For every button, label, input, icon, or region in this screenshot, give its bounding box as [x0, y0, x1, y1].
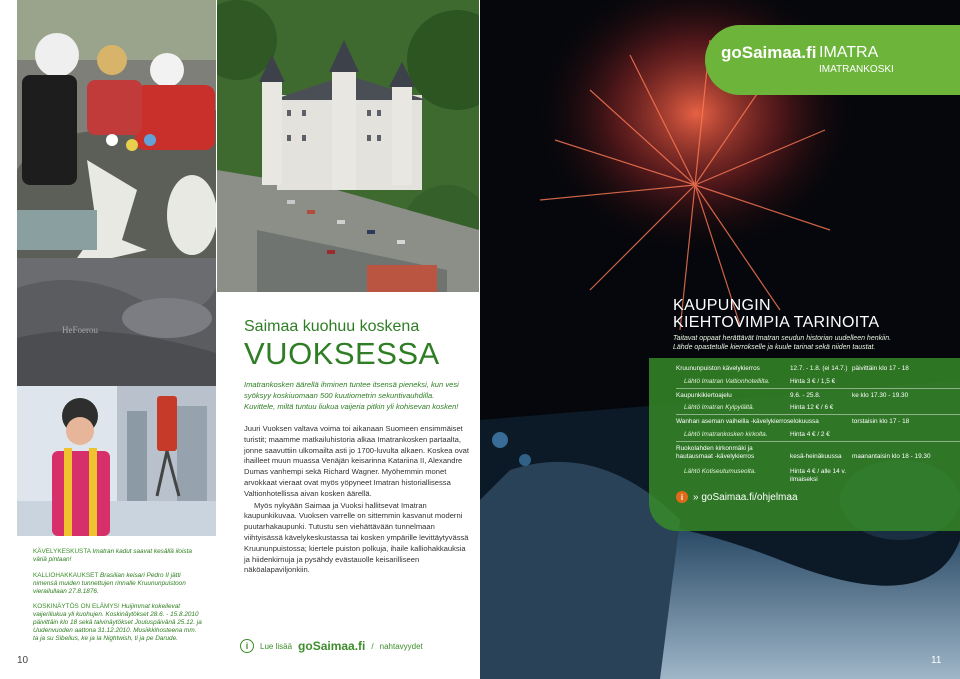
tours-title-line2: KIEHTOVIMPIA TARINOITA [673, 314, 880, 331]
divider [676, 388, 960, 389]
tour-price: Hinta 12 € / 6 € [790, 404, 834, 411]
caption-head: KÄVELYKESKUSTA [33, 548, 91, 555]
tours-title-line1: KAUPUNGIN [673, 297, 771, 314]
brand-city: IMATRA [819, 44, 879, 61]
tour-date: elokuussa [790, 418, 819, 425]
divider [676, 414, 960, 415]
caption-kalliohakkaukset [33, 572, 203, 596]
caption-kavelykeskusta [33, 548, 203, 564]
tour-name: Wanhan aseman vaiheilla -kävelykierros [676, 418, 791, 425]
gosaimaa-logo: goSaimaa.fi [721, 43, 817, 62]
tour-time: päivittäin klo 17 - 18 [852, 365, 909, 372]
photo-children-painting [17, 0, 216, 258]
tour-date: 12.7. - 1.8. (ei 14.7.) [790, 365, 848, 372]
caption-text: Imatran kadut saavat kesällä iloista väriä pintaan! [33, 548, 192, 563]
tour-start: Lähtö Imatran Kylpylältä. [684, 404, 755, 411]
tour-time: maanantaisin klo 18 - 19.30 [852, 453, 931, 460]
read-more-footer[interactable] [240, 639, 423, 653]
tour-name: Kaupunkikiertoajelu [676, 392, 732, 399]
footer-separator: / [371, 641, 374, 651]
tour-start: Lähtö Imatrankosken kirkolta. [684, 431, 768, 438]
page-number-right: 11 [931, 655, 942, 666]
brand-tab [705, 25, 960, 95]
caption-text: Huijimmat kokeilevat vaijeriliukua yli kuohujen. Koskinäytökset 28.6. - 15.8.2010 päivittäin klo 18 sekä talvinäytökset Jouluspäivänä 25.12. ja Uudenvuoden aattona 31.12.2010. Musiikkihosteena mm. ta ja su Sibelius, ke ja la Nightwish, ti ja pe Darude. [33, 603, 202, 642]
tour-time: ke klo 17.30 - 19.30 [852, 392, 909, 399]
article [244, 318, 469, 577]
article-body [244, 424, 469, 576]
tours-link-label: » goSaimaa.fi/ohjelmaa [693, 491, 798, 503]
photo-zipline-kids [17, 386, 216, 536]
tour-name: Ruokolahden kirkonmäki ja hautausmaat -kävelykierros [676, 445, 755, 460]
article-paragraph: Juuri Vuoksen valtava voima toi aikanaan Suomeen ensimmäiset turistit; maamme matkailuhistoria alkaa Imatrankosken partaalta, jonne saavuttiin ulkomailta asti jo 1700-luvulta alkaen. Koskea ovat ihailleet muun muassa Venäjän keisarinna Katariina II, Alexandre Dumas vanhempi sekä Richard Wagner. Myöhemmin monet arvokkaat vieraat ovat myös yöpyneet Imatran historiallisessa Valtionhotellissa aivan kosken äärellä. [244, 424, 469, 498]
read-more-label: Lue lisää [260, 641, 293, 651]
tours-heading [673, 297, 891, 352]
page-number-left: 10 [17, 655, 29, 666]
tours-intro-line2: Lähde opastetulle kierrokselle ja kuule tarinat sekä niiden taustat. [673, 344, 876, 351]
article-subtitle: Saimaa kuohuu koskena [244, 318, 420, 335]
tour-start: Lähtö Kotiseutumuseolta. [684, 468, 757, 475]
caption-koskinaytos [33, 603, 203, 643]
caption-head: KOSKINÄYTÖS ON ELÄMYS! [33, 603, 120, 610]
photo-rock-carvings [17, 258, 216, 386]
tours-intro-line1: Taitavat oppaat herättävät Imatran seudun historian uudelleen henkiin. [673, 335, 892, 342]
tour-start: Lähtö Imatran Valtionhotellilta. [684, 378, 770, 385]
divider [676, 441, 960, 442]
article-paragraph: Myös nykyään Saimaa ja Vuoksi hallitsevat Imatran kaupunkikuvaa. Vuoksen varrelle on sittemmin kasvanut moderni puutarhakaupunki. Tutustu sen viehättävään tunnelmaan viihtyisässä kävelykeskustassa tai kosken ympärille levittäytyvässä Kruununpuistossa; kiertele puiston polkuja, ihaile kalliohakkauksia ja hiidenkirnuja ja pysähdy evästauolle keisarilliseen näköalapaviljonkiin. [244, 500, 469, 575]
info-icon: i [676, 491, 688, 503]
tour-price: Hinta 3 € / 1,5 € [790, 378, 836, 385]
tour-price: Hinta 4 € / 2 € [790, 431, 830, 438]
brand-subtitle: IMATRANKOSKI [819, 64, 894, 75]
caption-text: Brasilian keisari Pedro II jätti nimensä muiden tunnettujen rinnalle Kruununpuistoon vierailullaan 27.8.1876. [33, 572, 186, 595]
tour-time: torstaisin klo 17 - 18 [852, 418, 910, 425]
info-icon: i [240, 639, 254, 653]
footer-path: nahtavyydet [379, 641, 423, 651]
tour-date: kesä-heinäkuussa [790, 453, 842, 460]
tour-date: 9.6. - 25.8. [790, 392, 821, 399]
caption-head: KALLIOHAKKAUKSET [33, 572, 99, 579]
article-lead: Imatrankosken äärellä ihminen tuntee itsensä pieneksi, kun vesi syöksyy koskiuomaan 500 kuutiometrin sekuntivauhdilla. Kuvittele, miltä tuntuu liukua vaijeria pitkin yli kohisevan kosken! [244, 380, 459, 411]
footer-logo: goSaimaa.fi [298, 639, 366, 653]
svg-text:HeFoerou: HeFoerou [62, 325, 98, 335]
photo-valtionhotelli [217, 0, 479, 292]
tours-more-link[interactable] [676, 491, 798, 503]
article-title: VUOKSESSA [244, 336, 440, 371]
tour-name: Kruununpuiston kävelykierros [676, 365, 760, 372]
tour-price: Hinta 4 € / alle 14 v. ilmaiseksi [790, 468, 847, 483]
